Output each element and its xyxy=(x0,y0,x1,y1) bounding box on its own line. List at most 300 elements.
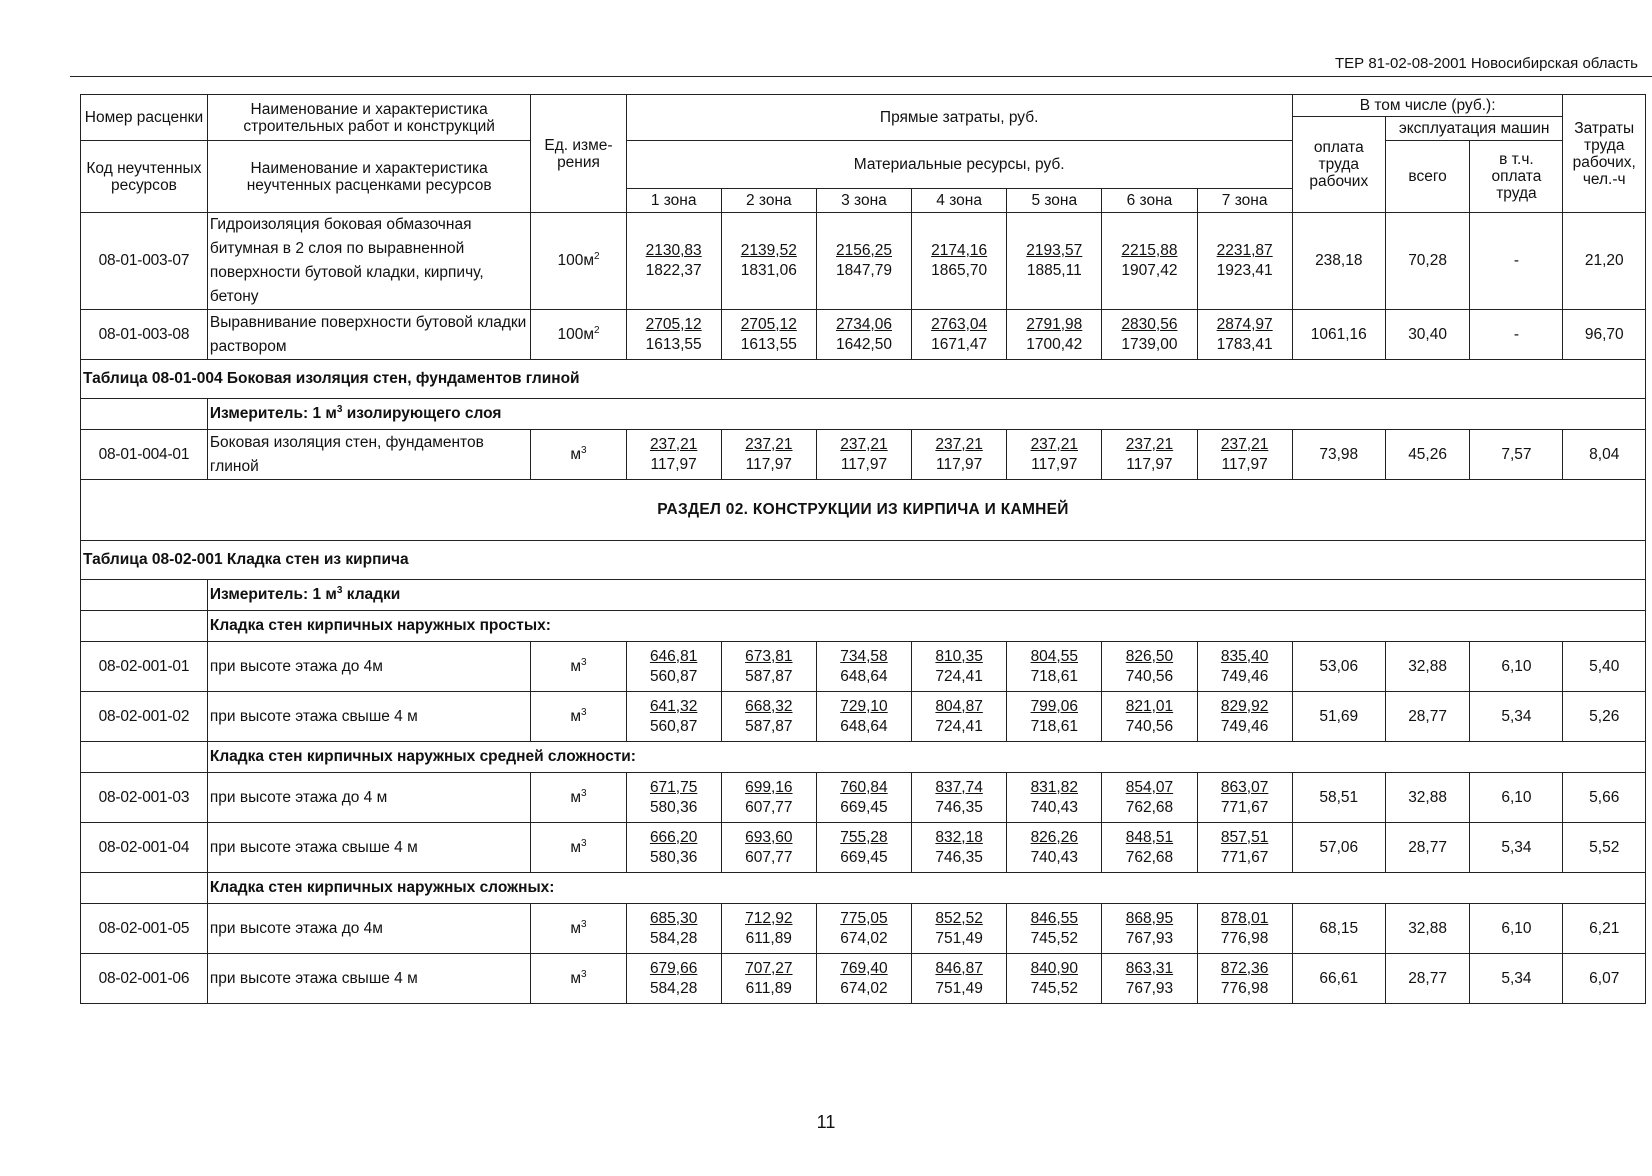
zone-price-5 xyxy=(1007,213,1102,310)
header-number: Номер расценки xyxy=(81,95,208,141)
zone-price-1 xyxy=(626,954,721,1004)
material-cost-value: 718,61 xyxy=(1030,667,1078,685)
direct-cost-value: 673,81 xyxy=(745,647,793,665)
material-cost-value: 762,68 xyxy=(1125,848,1174,866)
zone-price-2 xyxy=(721,213,816,310)
direct-cost-value: 2215,88 xyxy=(1121,242,1178,259)
zone-price-6 xyxy=(1102,213,1197,310)
machines-wage-value: 5,34 xyxy=(1470,692,1563,742)
direct-cost-value: 857,51 xyxy=(1220,828,1269,846)
zone-price-6 xyxy=(1102,310,1197,360)
zone-price-6 xyxy=(1102,692,1197,742)
work-name: при высоте этажа до 4м xyxy=(207,642,531,692)
zone-price-3 xyxy=(816,954,911,1004)
zone-price-6 xyxy=(1102,642,1197,692)
unit-cell xyxy=(531,954,626,1004)
wage-value: 238,18 xyxy=(1292,213,1385,310)
measure-exponent: 3 xyxy=(336,585,343,597)
wage-value: 66,61 xyxy=(1292,954,1385,1004)
direct-cost-value: 821,01 xyxy=(1125,697,1174,715)
work-name: Гидроизоляция боковая обмазочная битумная в 2 слоя по выравненной поверхности бутовой кладки, кирпичу, бетону xyxy=(207,213,531,310)
machines-total-value: 45,26 xyxy=(1385,430,1470,480)
direct-cost-value: 2791,98 xyxy=(1026,315,1083,333)
labor-value: 5,26 xyxy=(1563,692,1646,742)
zone-price-3 xyxy=(816,310,911,360)
unit-text: м xyxy=(570,839,582,857)
material-cost-value: 740,43 xyxy=(1030,848,1078,866)
material-cost-value: 718,61 xyxy=(1030,717,1078,735)
price-table xyxy=(80,94,1646,1004)
direct-cost-value: 734,58 xyxy=(840,647,888,665)
table-row xyxy=(81,430,1646,480)
material-cost-value: 1847,79 xyxy=(835,262,892,279)
direct-cost-value: 2139,52 xyxy=(740,242,797,259)
direct-cost-value: 237,21 xyxy=(935,435,983,453)
zone-price-4 xyxy=(912,773,1007,823)
header-zone-3: 3 зона xyxy=(816,189,911,213)
wage-value: 53,06 xyxy=(1292,642,1385,692)
direct-cost-value: 760,84 xyxy=(840,778,888,796)
direct-cost-value: 863,31 xyxy=(1125,959,1174,977)
work-name: при высоте этажа свыше 4 м xyxy=(207,823,531,873)
direct-cost-value: 835,40 xyxy=(1220,647,1269,665)
material-cost-value: 587,87 xyxy=(745,667,793,685)
direct-cost-value: 237,21 xyxy=(745,435,793,453)
unit-text: м xyxy=(570,789,582,807)
direct-cost-value: 826,26 xyxy=(1030,828,1078,846)
zone-price-5 xyxy=(1007,773,1102,823)
zone-price-6 xyxy=(1102,773,1197,823)
direct-cost-value: 804,87 xyxy=(935,697,983,715)
direct-cost-value: 832,18 xyxy=(935,828,983,846)
unit-text: м xyxy=(570,658,582,676)
direct-cost-value: 699,16 xyxy=(745,778,793,796)
zone-price-6 xyxy=(1102,430,1197,480)
header-zone-7: 7 зона xyxy=(1197,189,1292,213)
zone-price-7 xyxy=(1197,642,1292,692)
empty-cell xyxy=(81,580,208,611)
direct-cost-value: 868,95 xyxy=(1125,909,1174,927)
zone-price-4 xyxy=(912,310,1007,360)
direct-cost-value: 2705,12 xyxy=(645,315,702,333)
material-cost-value: 776,98 xyxy=(1220,979,1269,997)
empty-cell xyxy=(81,399,208,430)
unit-text: 100м xyxy=(557,252,594,270)
unit-exponent: 3 xyxy=(581,656,587,668)
direct-cost-value: 2874,97 xyxy=(1216,315,1273,333)
zone-price-3 xyxy=(816,773,911,823)
labor-value: 8,04 xyxy=(1563,430,1646,480)
direct-cost-value: 729,10 xyxy=(840,697,888,715)
material-cost-value: 611,89 xyxy=(745,979,792,997)
zone-price-4 xyxy=(912,213,1007,310)
material-cost-value: 117,97 xyxy=(650,455,697,473)
direct-cost-value: 685,30 xyxy=(649,909,698,927)
material-cost-value: 724,41 xyxy=(935,667,983,685)
table-title: Таблица 08-02-001 Кладка стен из кирпича xyxy=(81,541,1646,580)
direct-cost-value: 837,74 xyxy=(935,778,983,796)
unit-text: м xyxy=(570,920,582,938)
material-cost-value: 648,64 xyxy=(840,717,888,735)
direct-cost-value: 2174,16 xyxy=(931,242,988,259)
material-cost-value: 1885,11 xyxy=(1026,262,1082,279)
direct-cost-value: 848,51 xyxy=(1125,828,1174,846)
work-name: при высоте этажа свыше 4 м xyxy=(207,954,531,1004)
material-cost-value: 560,87 xyxy=(649,667,698,685)
material-cost-value: 607,77 xyxy=(745,848,793,866)
direct-cost-value: 237,21 xyxy=(649,435,698,453)
unit-text: м xyxy=(570,970,582,988)
machines-wage-value: 6,10 xyxy=(1470,904,1563,954)
header-resource-name: Наименование и характеристика неучтенных расценками ресурсов xyxy=(207,141,531,213)
zone-price-3 xyxy=(816,642,911,692)
header-zone-2: 2 зона xyxy=(721,189,816,213)
unit-text: 100м xyxy=(557,326,594,344)
labor-value: 96,70 xyxy=(1563,310,1646,360)
zone-price-1 xyxy=(626,904,721,954)
table-row xyxy=(81,213,1646,310)
direct-cost-value: 852,52 xyxy=(935,909,983,927)
group-title: Кладка стен кирпичных наружных простых: xyxy=(207,611,1645,642)
zone-price-2 xyxy=(721,904,816,954)
material-cost-value: 1613,55 xyxy=(740,335,797,353)
measure-prefix: Измеритель: 1 м xyxy=(209,586,337,604)
material-cost-value: 762,68 xyxy=(1125,798,1174,816)
table-row xyxy=(81,904,1646,954)
zone-price-6 xyxy=(1102,954,1197,1004)
rate-code: 08-01-003-07 xyxy=(81,213,208,310)
zone-price-3 xyxy=(816,213,911,310)
unit-exponent: 3 xyxy=(581,968,587,980)
direct-cost-value: 2156,25 xyxy=(835,242,892,259)
zone-price-1 xyxy=(626,310,721,360)
zone-price-5 xyxy=(1007,904,1102,954)
material-cost-value: 1671,47 xyxy=(931,335,988,353)
material-cost-value: 771,67 xyxy=(1220,798,1269,816)
unit-exponent: 2 xyxy=(593,324,600,336)
machines-total-value: 28,77 xyxy=(1385,954,1470,1004)
zone-price-1 xyxy=(626,213,721,310)
zone-price-4 xyxy=(912,430,1007,480)
material-cost-value: 648,64 xyxy=(840,667,888,685)
direct-cost-value: 831,82 xyxy=(1030,778,1078,796)
direct-cost-value: 2734,06 xyxy=(835,315,892,333)
material-cost-value: 587,87 xyxy=(745,717,793,735)
material-cost-value: 767,93 xyxy=(1125,929,1174,947)
zone-price-7 xyxy=(1197,430,1292,480)
table-row xyxy=(81,642,1646,692)
machines-total-value: 32,88 xyxy=(1385,642,1470,692)
header-zone-1: 1 зона xyxy=(626,189,721,213)
wage-value: 1061,16 xyxy=(1292,310,1385,360)
machines-total-value: 28,77 xyxy=(1385,823,1470,873)
zone-price-1 xyxy=(626,823,721,873)
unit-cell xyxy=(531,692,626,742)
direct-cost-value: 2705,12 xyxy=(740,315,797,333)
section-title: РАЗДЕЛ 02. КОНСТРУКЦИИ ИЗ КИРПИЧА И КАМНЕЙ xyxy=(81,480,1646,541)
header-machines-wage: в т.ч. оплата труда xyxy=(1470,141,1563,213)
direct-cost-value: 237,21 xyxy=(1125,435,1174,453)
work-name: Боковая изоляция стен, фундаментов глиной xyxy=(207,430,531,480)
zone-price-7 xyxy=(1197,823,1292,873)
zone-price-7 xyxy=(1197,904,1292,954)
direct-cost-value: 775,05 xyxy=(840,909,888,927)
unit-text: м xyxy=(570,708,582,726)
group-title: Кладка стен кирпичных наружных средней сложности: xyxy=(207,742,1645,773)
header-unit: Ед. изме-рения xyxy=(531,95,626,213)
direct-cost-value: 2130,83 xyxy=(645,242,702,259)
direct-cost-value: 846,87 xyxy=(935,959,983,977)
zone-price-7 xyxy=(1197,773,1292,823)
header-resource-code: Код неучтенных ресурсов xyxy=(81,141,208,213)
header-machines: эксплуатация машин xyxy=(1385,117,1563,141)
unit-exponent: 2 xyxy=(593,251,600,263)
zone-price-3 xyxy=(816,904,911,954)
zone-price-5 xyxy=(1007,642,1102,692)
material-cost-value: 749,46 xyxy=(1220,667,1269,685)
zone-price-4 xyxy=(912,692,1007,742)
rate-code: 08-02-001-02 xyxy=(81,692,208,742)
material-cost-value: 117,97 xyxy=(935,455,983,473)
zone-price-1 xyxy=(626,773,721,823)
measure-suffix: изолирующего слоя xyxy=(342,405,502,423)
material-cost-value: 117,97 xyxy=(1126,455,1173,473)
direct-cost-value: 878,01 xyxy=(1220,909,1269,927)
header-zone-4: 4 зона xyxy=(912,189,1007,213)
header-direct-costs: Прямые затраты, руб. xyxy=(626,95,1292,141)
direct-cost-value: 810,35 xyxy=(935,647,983,665)
zone-price-6 xyxy=(1102,904,1197,954)
material-cost-value: 674,02 xyxy=(840,929,888,947)
zone-price-7 xyxy=(1197,213,1292,310)
machines-wage-value: 7,57 xyxy=(1470,430,1563,480)
zone-price-6 xyxy=(1102,823,1197,873)
material-cost-value: 740,43 xyxy=(1030,798,1078,816)
labor-value: 6,21 xyxy=(1563,904,1646,954)
direct-cost-value: 2193,57 xyxy=(1026,242,1083,259)
wage-value: 73,98 xyxy=(1292,430,1385,480)
direct-cost-value: 755,28 xyxy=(840,828,888,846)
direct-cost-value: 693,60 xyxy=(745,828,793,846)
labor-value: 21,20 xyxy=(1563,213,1646,310)
header-incl: В том числе (руб.): xyxy=(1292,95,1563,117)
measure-unit xyxy=(207,399,1645,430)
direct-cost-value: 872,36 xyxy=(1220,959,1269,977)
material-cost-value: 746,35 xyxy=(935,848,983,866)
material-cost-value: 674,02 xyxy=(840,979,888,997)
zone-price-4 xyxy=(912,904,1007,954)
unit-exponent: 3 xyxy=(581,787,587,799)
machines-total-value: 32,88 xyxy=(1385,904,1470,954)
direct-cost-value: 237,21 xyxy=(1030,435,1078,453)
machines-wage-value: 6,10 xyxy=(1470,773,1563,823)
direct-cost-value: 846,55 xyxy=(1030,909,1078,927)
direct-cost-value: 237,21 xyxy=(840,435,888,453)
machines-wage-value: 5,34 xyxy=(1470,823,1563,873)
material-cost-value: 745,52 xyxy=(1030,979,1078,997)
wage-value: 57,06 xyxy=(1292,823,1385,873)
document-header-title: ТЕР 81-02-08-2001 Новосибирская область xyxy=(1335,55,1638,72)
table-row xyxy=(81,823,1646,873)
direct-cost-value: 237,21 xyxy=(1220,435,1269,453)
direct-cost-value: 2763,04 xyxy=(931,315,988,333)
zone-price-4 xyxy=(912,954,1007,1004)
direct-cost-value: 854,07 xyxy=(1125,778,1174,796)
material-cost-value: 117,97 xyxy=(840,455,888,473)
wage-value: 58,51 xyxy=(1292,773,1385,823)
measure-suffix: кладки xyxy=(342,586,401,604)
material-cost-value: 607,77 xyxy=(745,798,793,816)
header-zone-6: 6 зона xyxy=(1102,189,1197,213)
material-cost-value: 584,28 xyxy=(649,979,698,997)
work-name: при высоте этажа свыше 4 м xyxy=(207,692,531,742)
zone-price-1 xyxy=(626,430,721,480)
zone-price-2 xyxy=(721,823,816,873)
rate-code: 08-01-004-01 xyxy=(81,430,208,480)
table-row xyxy=(81,692,1646,742)
material-cost-value: 584,28 xyxy=(649,929,698,947)
labor-value: 5,66 xyxy=(1563,773,1646,823)
table-row xyxy=(81,954,1646,1004)
unit-text: м xyxy=(570,446,582,464)
unit-cell xyxy=(531,823,626,873)
zone-price-3 xyxy=(816,692,911,742)
material-cost-value: 669,45 xyxy=(840,848,888,866)
material-cost-value: 767,93 xyxy=(1125,979,1174,997)
page-number: 11 xyxy=(816,1112,836,1132)
zone-price-4 xyxy=(912,823,1007,873)
work-name: Выравнивание поверхности бутовой кладки раствором xyxy=(207,310,531,360)
zone-price-1 xyxy=(626,642,721,692)
table-row xyxy=(81,773,1646,823)
zone-price-5 xyxy=(1007,310,1102,360)
measure-unit xyxy=(207,580,1645,611)
machines-wage-value: 6,10 xyxy=(1470,642,1563,692)
direct-cost-value: 863,07 xyxy=(1220,778,1269,796)
zone-price-5 xyxy=(1007,954,1102,1004)
material-cost-value: 611,89 xyxy=(745,929,792,947)
material-cost-value: 776,98 xyxy=(1220,929,1269,947)
work-name: при высоте этажа до 4м xyxy=(207,904,531,954)
unit-exponent: 3 xyxy=(581,918,587,930)
machines-total-value: 28,77 xyxy=(1385,692,1470,742)
direct-cost-value: 769,40 xyxy=(840,959,888,977)
material-cost-value: 1642,50 xyxy=(835,335,892,353)
material-cost-value: 1700,42 xyxy=(1026,335,1083,353)
machines-total-value: 30,40 xyxy=(1385,310,1470,360)
material-cost-value: 1822,37 xyxy=(645,262,702,279)
machines-total-value: 32,88 xyxy=(1385,773,1470,823)
empty-cell xyxy=(81,742,208,773)
header-material: Материальные ресурсы, руб. xyxy=(626,141,1292,189)
zone-price-3 xyxy=(816,430,911,480)
direct-cost-value: 707,27 xyxy=(745,959,793,977)
zone-price-4 xyxy=(912,642,1007,692)
zone-price-5 xyxy=(1007,692,1102,742)
zone-price-2 xyxy=(721,642,816,692)
zone-price-7 xyxy=(1197,954,1292,1004)
empty-cell xyxy=(81,611,208,642)
direct-cost-value: 826,50 xyxy=(1125,647,1174,665)
empty-cell xyxy=(81,873,208,904)
material-cost-value: 751,49 xyxy=(935,979,983,997)
header-divider xyxy=(70,76,1652,77)
direct-cost-value: 666,20 xyxy=(649,828,698,846)
direct-cost-value: 679,66 xyxy=(649,959,698,977)
zone-price-2 xyxy=(721,692,816,742)
unit-cell xyxy=(531,642,626,692)
material-cost-value: 1783,41 xyxy=(1216,335,1273,353)
zone-price-1 xyxy=(626,692,721,742)
material-cost-value: 749,46 xyxy=(1220,717,1269,735)
header-wage: оплата труда рабочих xyxy=(1292,117,1385,213)
material-cost-value: 1613,55 xyxy=(645,335,702,353)
machines-total-value: 70,28 xyxy=(1385,213,1470,310)
machines-wage-value: - xyxy=(1470,213,1563,310)
direct-cost-value: 671,75 xyxy=(649,778,698,796)
material-cost-value: 580,36 xyxy=(649,798,698,816)
material-cost-value: 745,52 xyxy=(1030,929,1078,947)
zone-price-7 xyxy=(1197,692,1292,742)
material-cost-value: 1923,41 xyxy=(1216,262,1273,279)
material-cost-value: 117,97 xyxy=(1221,455,1268,473)
unit-cell xyxy=(531,430,626,480)
material-cost-value: 1865,70 xyxy=(931,262,988,279)
zone-price-2 xyxy=(721,310,816,360)
material-cost-value: 740,56 xyxy=(1125,717,1174,735)
direct-cost-value: 2830,56 xyxy=(1121,315,1178,333)
material-cost-value: 560,87 xyxy=(649,717,698,735)
material-cost-value: 1907,42 xyxy=(1121,262,1178,279)
direct-cost-value: 668,32 xyxy=(745,697,793,715)
measure-prefix: Измеритель: 1 м xyxy=(209,405,337,423)
direct-cost-value: 641,32 xyxy=(649,697,698,715)
table-title: Таблица 08-01-004 Боковая изоляция стен, фундаментов глиной xyxy=(81,360,1646,399)
zone-price-2 xyxy=(721,954,816,1004)
rate-code: 08-01-003-08 xyxy=(81,310,208,360)
unit-exponent: 3 xyxy=(581,706,587,718)
material-cost-value: 117,97 xyxy=(1031,455,1078,473)
zone-price-5 xyxy=(1007,823,1102,873)
rate-code: 08-02-001-03 xyxy=(81,773,208,823)
group-title: Кладка стен кирпичных наружных сложных: xyxy=(207,873,1645,904)
direct-cost-value: 840,90 xyxy=(1030,959,1078,977)
material-cost-value: 1739,00 xyxy=(1121,335,1178,353)
unit-cell xyxy=(531,310,626,360)
zone-price-3 xyxy=(816,823,911,873)
rate-code: 08-02-001-04 xyxy=(81,823,208,873)
material-cost-value: 751,49 xyxy=(935,929,983,947)
unit-cell xyxy=(531,773,626,823)
material-cost-value: 740,56 xyxy=(1125,667,1174,685)
unit-exponent: 3 xyxy=(581,444,587,456)
direct-cost-value: 799,06 xyxy=(1030,697,1078,715)
material-cost-value: 771,67 xyxy=(1220,848,1269,866)
machines-wage-value: 5,34 xyxy=(1470,954,1563,1004)
zone-price-2 xyxy=(721,430,816,480)
machines-wage-value: - xyxy=(1470,310,1563,360)
zone-price-2 xyxy=(721,773,816,823)
wage-value: 68,15 xyxy=(1292,904,1385,954)
header-name: Наименование и характеристика строительных работ и конструкций xyxy=(207,95,531,141)
header-labor: Затраты труда рабочих, чел.-ч xyxy=(1563,95,1646,213)
rate-code: 08-02-001-05 xyxy=(81,904,208,954)
zone-price-5 xyxy=(1007,430,1102,480)
material-cost-value: 669,45 xyxy=(840,798,888,816)
unit-cell xyxy=(531,904,626,954)
direct-cost-value: 829,92 xyxy=(1220,697,1269,715)
material-cost-value: 1831,06 xyxy=(740,262,797,279)
